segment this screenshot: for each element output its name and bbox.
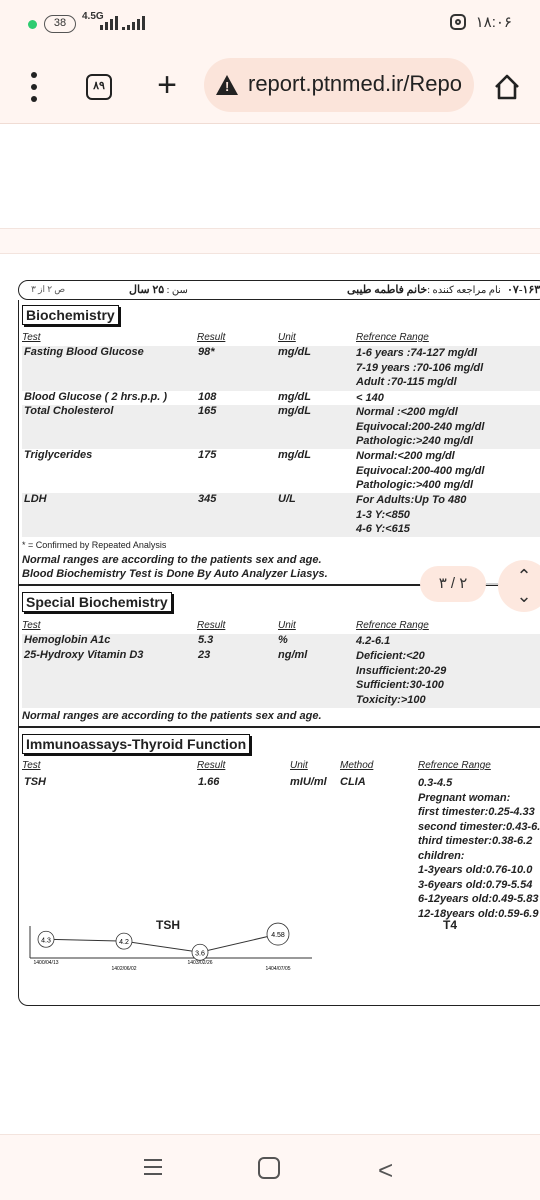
signal-icon-secondary	[122, 16, 145, 30]
col-range: Refrence Range	[418, 760, 491, 771]
col-result: Result	[197, 620, 226, 631]
chart-title: TSH	[156, 918, 180, 932]
x-tick-label: 1402/06/02	[111, 966, 137, 972]
data-label: 4.2	[119, 939, 129, 947]
col-test: Test	[22, 620, 41, 631]
patient-name: نام مراجعه کننده :خانم فاطمه طیبی	[347, 284, 501, 296]
page-indicator: ۳ / ۲	[420, 566, 486, 602]
test-name: Blood Glucose ( 2 hrs.p.p. )	[24, 391, 168, 403]
patient-header	[18, 280, 540, 300]
x-tick-label: 1403/02/26	[187, 960, 213, 966]
test-unit: mg/dL	[278, 449, 311, 461]
home-icon[interactable]	[492, 72, 522, 102]
notification-dot	[28, 20, 37, 29]
page-separator	[0, 228, 540, 254]
address-bar[interactable]	[204, 58, 474, 112]
table-row	[22, 449, 540, 493]
col-test: Test	[22, 332, 41, 343]
x-tick-label: 1400/04/13	[33, 960, 59, 966]
test-result: 175	[198, 449, 217, 461]
test-result: 1.66	[198, 776, 220, 788]
data-label: 4.58	[271, 932, 285, 940]
fab-connector	[486, 583, 498, 585]
record-id: ۰۷-۱۶۳	[507, 284, 540, 296]
chevron-up-icon[interactable]: ⌃	[516, 566, 532, 586]
table-row	[22, 391, 540, 405]
instagram-icon	[450, 14, 466, 30]
page-info: ص ۲ از ۳	[31, 284, 66, 294]
data-label: 3.6	[195, 950, 205, 958]
col-range: Refrence Range	[356, 620, 429, 631]
network-type: 4.5G	[82, 11, 104, 22]
signal-icon	[100, 16, 118, 30]
col-test: Test	[22, 760, 41, 771]
note-normal-ranges: Normal ranges are according to the patients sex and age.	[22, 710, 322, 722]
next-test-label: T4	[443, 918, 458, 932]
col-method: Method	[340, 760, 374, 771]
test-unit: mg/dL	[278, 405, 311, 417]
section-title-thyroid: Immunoassays-Thyroid Function	[22, 734, 250, 754]
test-range: Deficient:<20 Insufficient:20-29 Sufficient:30-100 Toxicity:>100	[356, 650, 447, 706]
test-range: 1-6 years :74-127 mg/dl 7-19 years :70-106 mg/dl Adult :70-115 mg/dl	[356, 347, 484, 388]
test-unit: mg/dL	[278, 391, 311, 403]
chevron-down-icon[interactable]: ⌄	[516, 586, 532, 606]
system-nav-bar	[0, 1134, 540, 1200]
test-name: Fasting Blood Glucose	[24, 346, 144, 358]
url-text: report.ptnmed.ir/Repo	[248, 71, 462, 96]
browser-toolbar	[0, 48, 540, 124]
table-row	[22, 634, 540, 708]
section-title-special-biochemistry: Special Biochemistry	[22, 592, 172, 612]
test-name: 25-Hydroxy Vitamin D3	[24, 649, 144, 661]
table-row	[22, 405, 540, 449]
test-result: 23	[198, 649, 211, 661]
tab-switcher-button[interactable]: ۸۹	[86, 74, 112, 100]
table-row	[22, 346, 540, 391]
test-unit: %	[278, 634, 288, 646]
test-name: Total Cholesterol	[24, 405, 114, 417]
x-tick-label: 1404/07/05	[265, 966, 291, 972]
new-tab-icon[interactable]: +	[157, 66, 177, 104]
recent-apps-icon[interactable]	[144, 1159, 162, 1175]
col-result: Result	[197, 760, 226, 771]
test-result: 108	[198, 391, 217, 403]
test-range: For Adults:Up To 480 1-3 Y:<850 4-6 Y:<615	[356, 494, 467, 535]
test-result: 5.3	[198, 634, 214, 646]
note-analyzer: Blood Biochemistry Test is Done By Auto Analyzer Liasys.	[22, 568, 328, 580]
test-name: LDH	[24, 493, 47, 505]
test-range: Normal:<200 mg/dl Equivocal:200-400 mg/dl Pathologic:>400 mg/dl	[356, 450, 485, 491]
test-result: 165	[198, 405, 217, 417]
test-unit: mIU/ml	[290, 776, 327, 788]
test-range: < 140	[356, 392, 384, 404]
series-line	[46, 934, 278, 952]
test-result: 345	[198, 493, 217, 505]
col-result: Result	[197, 332, 226, 343]
status-bar	[0, 0, 540, 48]
test-range: 4.2-6.1	[356, 635, 391, 647]
test-range: Normal :<200 mg/dl Equivocal:200-240 mg/dl Pathologic:>240 mg/dl	[356, 406, 485, 447]
test-method: CLIA	[340, 776, 366, 788]
not-secure-icon[interactable]	[216, 75, 238, 95]
note-normal-ranges: Normal ranges are according to the patients sex and age.	[22, 554, 322, 566]
test-unit: ng/ml	[278, 649, 308, 661]
back-icon[interactable]: <	[378, 1155, 394, 1185]
col-unit: Unit	[278, 332, 296, 343]
battery-icon: 38	[44, 15, 76, 33]
tsh-trend-chart	[26, 908, 326, 1008]
test-unit: U/L	[278, 493, 296, 505]
col-range: Refrence Range	[356, 332, 429, 343]
table-row	[22, 493, 540, 537]
col-unit: Unit	[278, 620, 296, 631]
test-name: TSH	[24, 776, 46, 788]
footnote: * = Confirmed by Repeated Analysis	[22, 540, 167, 550]
test-result: 98*	[198, 346, 215, 358]
tsh-reference-range: 0.3-4.5 Pregnant woman: first timester:0.25-4.33 second timester:0.43-6. third timester:0.38-6.2 children: 1-3years old:0.76-10.0 3-6years old:0.79-5.54 6-12years old:0.49-5.83 12-18years old:0.59-6.9	[418, 777, 540, 920]
clock: ۱۸:۰۶	[475, 14, 512, 31]
overflow-menu-icon[interactable]	[24, 72, 44, 102]
section-title-biochemistry: Biochemistry	[22, 305, 119, 325]
section-divider	[18, 726, 540, 728]
col-unit: Unit	[290, 760, 308, 771]
test-name: Triglycerides	[24, 449, 93, 461]
test-name: Hemoglobin A1c	[24, 634, 111, 646]
home-nav-icon[interactable]	[258, 1157, 280, 1179]
patient-age: سن : ۲۵ سال	[129, 284, 188, 296]
data-label: 4.3	[41, 937, 51, 945]
test-unit: mg/dL	[278, 346, 311, 358]
